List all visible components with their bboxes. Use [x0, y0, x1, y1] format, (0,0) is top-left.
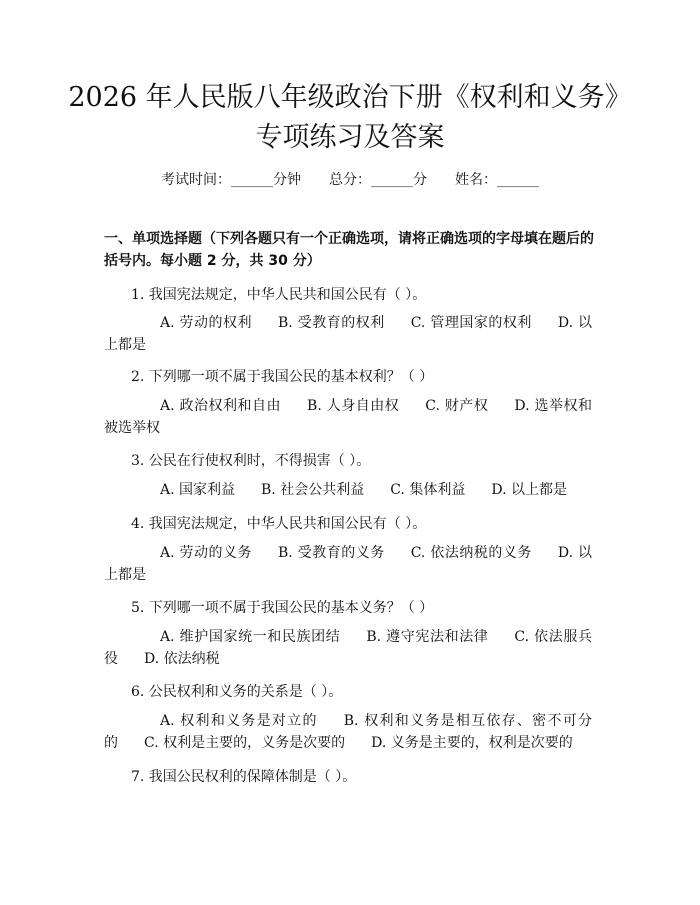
page-title: 2026 年人民版八年级政治下册《权利和义务》专项练习及答案 — [68, 82, 632, 153]
option: D. 义务是主要的，权利是次要的 — [371, 735, 573, 751]
question-stem: 6. 公民权利和义务的关系是（ ）。 — [131, 684, 343, 700]
option: C. 权利是主要的，义务是次要的 — [144, 735, 346, 751]
option: A. 劳动的权利 — [160, 315, 253, 331]
option: D. 以上都是 — [104, 545, 592, 583]
question-options — [104, 312, 592, 356]
question-stem: 2. 下列哪一项不属于我国公民的基本权利？（ ） — [131, 369, 434, 385]
question-options — [104, 542, 592, 586]
student-name: 姓名：______ — [455, 172, 539, 188]
question-stem: 7. 我国公民权利的保障体制是（ ）。 — [131, 769, 357, 785]
question-options — [104, 710, 592, 754]
option: C. 依法纳税的义务 — [410, 545, 532, 561]
total-score: 总分：______分 — [329, 172, 427, 188]
option: B. 社会公共利益 — [261, 482, 365, 498]
option: D. 以上都是 — [104, 315, 592, 353]
option: C. 财产权 — [425, 398, 489, 414]
option: C. 依法服兵役 — [104, 629, 592, 667]
question-stem: 5. 下列哪一项不属于我国公民的基本义务？（ ） — [131, 600, 434, 616]
question-stem: 4. 我国宪法规定，中华人民共和国公民有（ ）。 — [131, 516, 427, 532]
option: A. 权利和义务是对立的 — [160, 713, 318, 729]
question-options — [104, 479, 592, 501]
section-heading: 一、单项选择题（下列各题只有一个正确选项，请将正确选项的字母填在题后的括号内。每小题 2 分，共 30 分） — [104, 231, 594, 269]
exam-info — [0, 169, 700, 189]
question-options — [104, 626, 592, 670]
option: B. 受教育的权利 — [278, 315, 385, 331]
question-stem: 1. 我国宪法规定，中华人民共和国公民有（ ）。 — [131, 287, 427, 303]
option: A. 维护国家统一和民族团结 — [160, 629, 341, 645]
question-stem: 3. 公民在行使权利时，不得损害（ ）。 — [131, 453, 371, 469]
option: A. 国家利益 — [160, 482, 236, 498]
option: D. 依法纳税 — [144, 651, 220, 667]
option: B. 人身自由权 — [307, 398, 400, 414]
option: C. 管理国家的权利 — [410, 315, 532, 331]
option: B. 受教育的义务 — [278, 545, 385, 561]
option: D. 以上都是 — [491, 482, 567, 498]
option: D. 选举权和被选举权 — [104, 398, 592, 436]
option: A. 政治权利和自由 — [160, 398, 282, 414]
option: C. 集体利益 — [390, 482, 466, 498]
option: B. 遵守宪法和法律 — [366, 629, 489, 645]
question-options — [104, 395, 592, 439]
exam-time: 考试时间：______分钟 — [161, 172, 301, 188]
option: B. 权利和义务是相互依存、密不可分的 — [104, 713, 592, 751]
option: A. 劳动的义务 — [160, 545, 253, 561]
